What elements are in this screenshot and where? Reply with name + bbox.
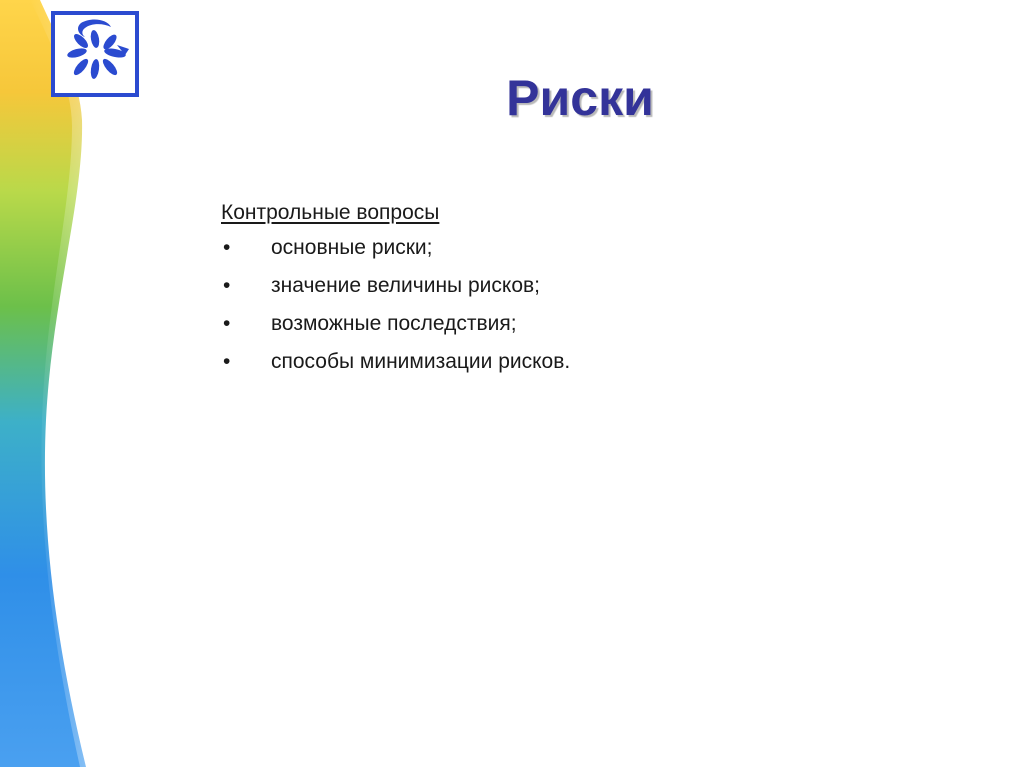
slide-title: Риски [506, 70, 654, 126]
bullet-item [221, 305, 821, 343]
slide-content [221, 197, 821, 381]
flower-s-logo-icon [55, 15, 135, 93]
bullet-marker: • [223, 312, 231, 335]
bullet-text: возможные последствия; [271, 312, 517, 335]
bullet-text: основные риски; [271, 236, 433, 259]
bullet-item [221, 229, 821, 267]
bullet-list [221, 229, 821, 381]
bullet-text: значение величины рисков; [271, 274, 540, 297]
logo [51, 11, 139, 97]
bullet-item [221, 267, 821, 305]
section-heading: Контрольные вопросы [221, 201, 440, 224]
bullet-marker: • [223, 350, 231, 373]
bullet-marker: • [223, 274, 231, 297]
bullet-item [221, 343, 821, 381]
bullet-marker: • [223, 236, 231, 259]
bullet-text: способы минимизации рисков. [271, 350, 571, 373]
decorative-side-swoosh [0, 0, 140, 767]
